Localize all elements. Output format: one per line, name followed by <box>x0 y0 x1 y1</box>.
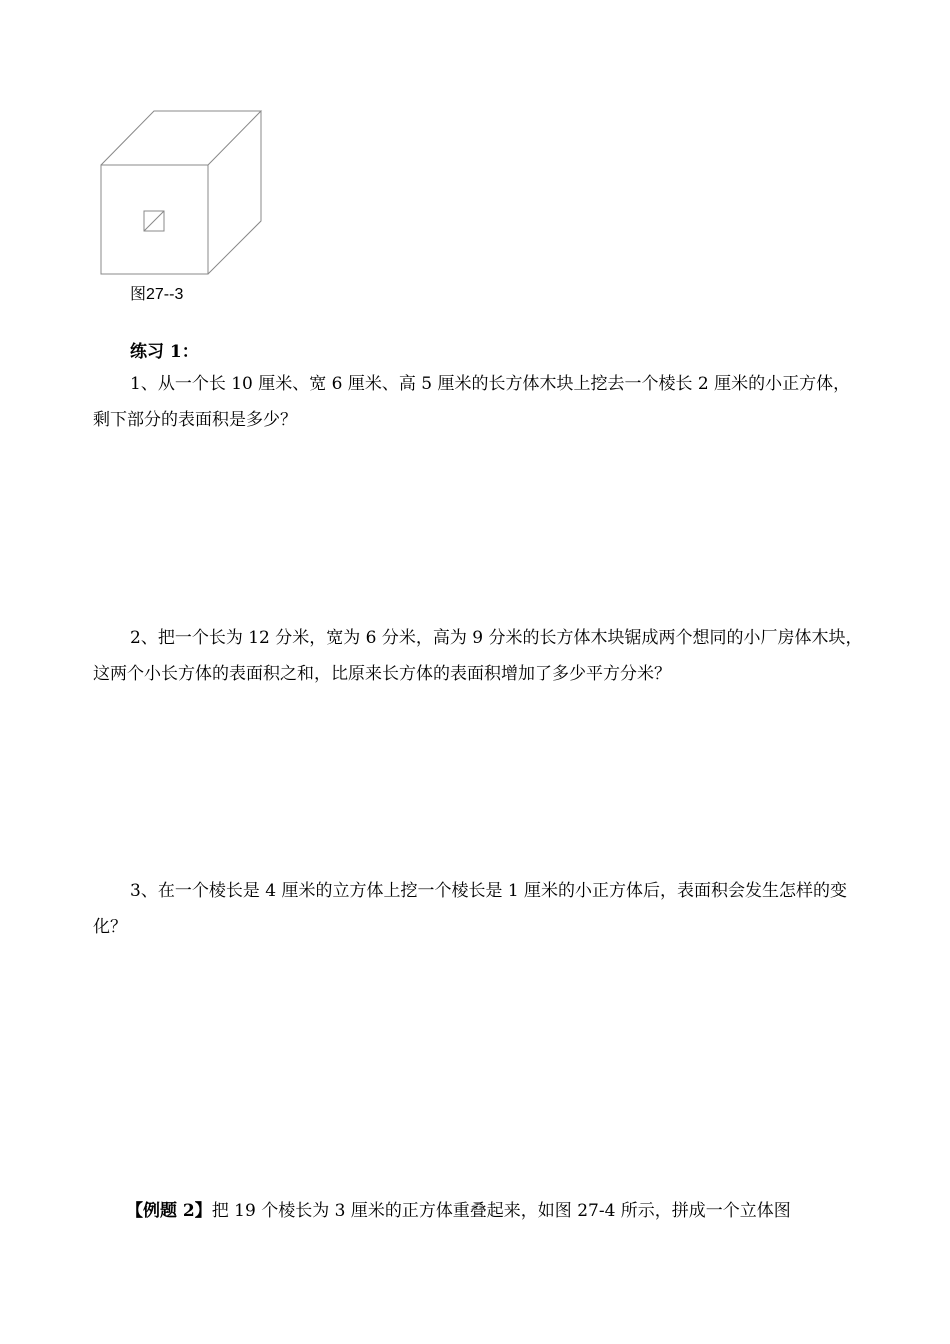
cube-figure <box>95 105 270 280</box>
example-text: 把 19 个棱长为 3 厘米的正方体重叠起来，如图 27-4 所示，拼成一个立体图 <box>211 1201 791 1221</box>
example-2 <box>93 1193 863 1229</box>
cube-hole-diagonal <box>144 211 164 231</box>
problem-3: 3、在一个棱长是 4 厘米的立方体上挖一个棱长是 1 厘米的小正方体后，表面积会发生怎样的变化？ <box>93 881 848 937</box>
cube-front-face <box>101 165 208 274</box>
exercise-heading: 练习 1： <box>130 342 199 362</box>
figure-caption: 图27--3 <box>130 286 184 303</box>
problem-2: 2、把一个长为 12 分米，宽为 6 分米，高为 9 分米的长方体木块锯成两个想同的小厂房体木块，这两个小长方体的表面积之和，比原来长方体的表面积增加了多少平方分米？ <box>93 628 863 684</box>
example-label: 【例题 2】 <box>126 1201 212 1221</box>
cube-side-face <box>208 111 261 274</box>
problem-1: 1、从一个长 10 厘米、宽 6 厘米、高 5 厘米的长方体木块上挖去一个棱长 2 厘米的小正方体，剩下部分的表面积是多少？ <box>93 374 851 430</box>
cube-top-face <box>101 111 261 165</box>
